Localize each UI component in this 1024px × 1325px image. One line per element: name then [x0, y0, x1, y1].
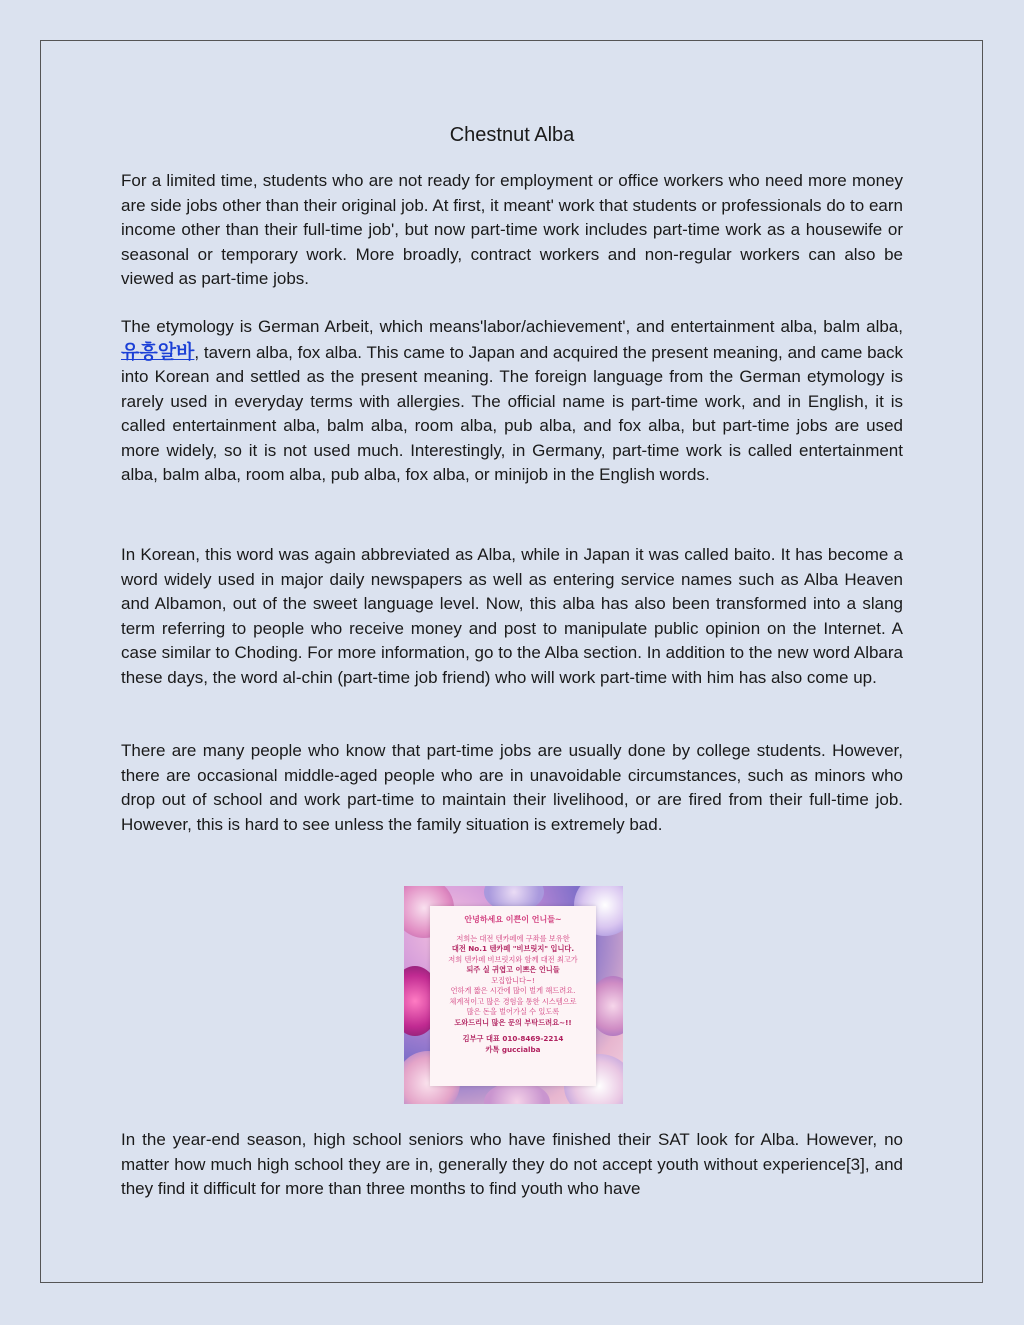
ad-line: 되주 실 귀엽고 이쁘은 언니들 [466, 965, 560, 974]
ad-line: 모집합니다~! [491, 975, 535, 985]
ad-contact-phone: 김부구 대표 010-8469-2214 [462, 1034, 564, 1043]
korean-link[interactable]: 유흥알바 [121, 340, 195, 363]
ad-line: 저희는 대전 텐카페에 구좌를 보유한 [456, 933, 570, 943]
ad-line: 대전 No.1 텐카페 "비브릿지" 입니다. [451, 944, 575, 953]
advertisement-image [404, 886, 623, 1104]
ad-line: 많은 돈을 벌어가실 수 있도록 [466, 1007, 560, 1016]
paragraph-2-text-start: The etymology is German Arbeit, which means'labor/achievement', and entertainment alba, balm alba, [121, 317, 903, 336]
paragraph-2 [121, 315, 903, 488]
ad-line: 도와드리니 많은 문의 부탁드려요~!! [454, 1017, 572, 1027]
ad-line: 체계적이고 많은 경험을 통한 시스템으로 [449, 996, 577, 1006]
paragraph-5: In the year-end season, high school seniors who have finished their SAT look for Alba. However, no matter how much high school they are in, generally they do not accept youth without experience[3], and they find it difficult for more than three months to find youth who have [121, 1130, 903, 1198]
ad-contact-kakao: 카톡 guccialba [485, 1044, 541, 1054]
paragraph-4: There are many people who know that part-time jobs are usually done by college students. However, there are occasional middle-aged people who are in unavoidable circumstances, such as minors who drop out of school and work part-time to maintain their livelihood, or are fired from their full-time job. However, this is hard to see unless the family situation is extremely bad. [121, 741, 903, 834]
paragraph-2-text-end: , tavern alba, fox alba. This came to Japan and acquired the present meaning, and came back into Korean and settled as the present meaning. The foreign language from the German etymology is rarely used in everyday terms with allergies. The official name is part-time work, and in English, it is called entertainment alba, balm alba, room alba, pub alba, and fox alba, but part-time jobs are used more widely, so it is not used much. Interestingly, in Germany, part-time work is called entertainment alba, balm alba, room alba, pub alba, fox alba, or minijob in the English words. [121, 342, 903, 484]
ad-header: 안녕하세요 이쁜이 언니들~ [464, 915, 562, 924]
paragraph-1: For a limited time, students who are not ready for employment or office workers who need more money are side jobs other than their original job. At first, it meant' work that students or professionals do to earn income other than their full-time job', but now part-time work includes part-time work as a housewife or seasonal or temporary work. More broadly, contract workers and non-regular workers can also be viewed as part-time jobs. [121, 171, 903, 288]
ad-line: 언하게 짧은 시간에 많이 벌게 해드려요. [450, 986, 576, 995]
document-title: Chestnut Alba [449, 124, 575, 146]
paragraph-3: In Korean, this word was again abbreviated as Alba, while in Japan it was called baito. It has become a word widely used in major daily newspapers as well as entering service names such as Alba Heaven and Albamon, out of the sweet language level. Now, this alba has also been transformed into a slang term referring to people who receive money and post to manipulate public opinion on the Internet. A case similar to Choding. For more information, go to the Alba section. In addition to the new word Albara these days, the word al-chin (part-time job friend) who will work part-time with him has also come up. [121, 545, 903, 687]
advertisement-card [430, 906, 596, 1086]
ad-line: 저희 텐카페 비브릿지와 함께 대전 최고가 [448, 954, 578, 964]
